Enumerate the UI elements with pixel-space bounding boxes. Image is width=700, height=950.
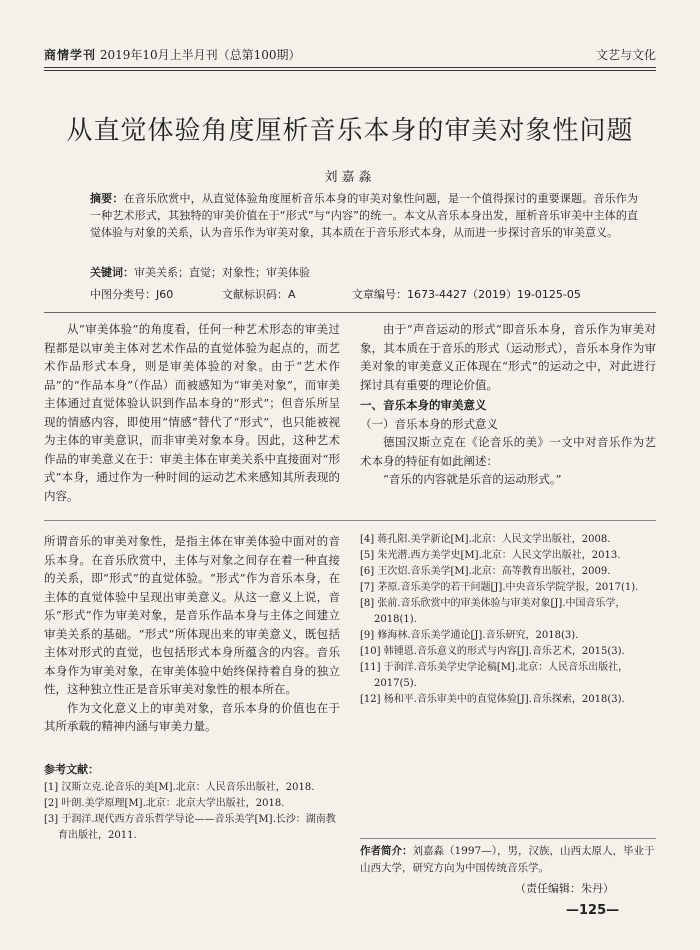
- reference-item: [6] 王次炤.音乐美学[M].北京：高等教育出版社，2009.: [360, 566, 611, 577]
- references-left: [44, 762, 340, 844]
- keywords-label: 关键词：: [90, 266, 134, 279]
- reference-item: [7] 茅原.音乐美学的若干问题[J].中央音乐学院学报，2017(1).: [360, 582, 639, 593]
- reference-item: [12] 杨和平.音乐审美中的直觉体验[J].音乐探索，2018(3).: [360, 694, 625, 705]
- keywords-text: 审美关系；直觉；对象性；审美体验: [134, 266, 310, 279]
- reference-item: [5] 朱光潜.西方美学史[M].北京：人民文学出版社，2013.: [360, 550, 621, 561]
- responsible-editor: （责任编辑：朱丹）: [515, 882, 614, 895]
- body-paragraph: “音乐的内容就是乐音的运动形式。”: [383, 472, 562, 486]
- running-header: [44, 44, 656, 66]
- reference-item: [8] 张前.音乐欣赏中的审美体验与审美对象[J].中国音乐学，2018(1).: [360, 598, 626, 625]
- section-name: 文艺与文化: [595, 48, 656, 62]
- bio-rule: [360, 838, 656, 839]
- header-journal-issue: [44, 46, 301, 63]
- article-title: 从直觉体验角度厘析音乐本身的审美对象性问题: [66, 116, 634, 146]
- references-right: [360, 532, 656, 708]
- keywords: [90, 264, 638, 280]
- body-paragraph: 所谓音乐的审美对象性，是指主体在审美体验中面对的音乐本身。在音乐欣赏中，主体与对象之间存在着一种直接的关系，即“形式”的直觉体验。“形式”作为音乐本身，在主体的直觉体验中呈现出审美意义。从这一意义上说，音乐“形式”作为审美对象，是音乐作品本身与主体之间建立审美关系的基础。“形式”所体现出来的审美意义，既包括主体对形式的直觉，也包括形式本身所蕴含的内容。音乐本身作为审美对象，在审美体验中始终保持着自身的独立性，这种独立性正是音乐审美对象性的根本所在。: [44, 534, 340, 696]
- page-number: —125—: [566, 903, 620, 918]
- body-paragraph: 作为文化意义上的审美对象，音乐本身的价值也在于其所承载的精神内涵与审美力量。: [44, 700, 340, 733]
- doc-code: 文献标识码：A: [222, 288, 296, 301]
- abstract-divider: [44, 312, 656, 313]
- body-right-upper: [360, 320, 656, 510]
- reference-item: [11] 于润洋.音乐美学史学论稿[M].北京：人民音乐出版社，2017(5).: [360, 662, 629, 689]
- bio-label: 作者简介：: [360, 845, 413, 857]
- abstract-text: 在音乐欣赏中，从直觉体验角度厘析音乐本身的审美对象性问题，是一个值得探讨的重要课题。音乐作为一种艺术形式，其独特的审美价值在于“形式”与“内容”的统一。本文从音乐本身出发，厘析音乐审美中主体的直觉体验与对象的关系，认为音乐作为审美对象，其本质在于音乐形式本身，从而进一步探讨音乐的审美意义。: [90, 192, 638, 239]
- header-rule: [44, 67, 656, 68]
- header-rule-thin: [44, 70, 656, 71]
- journal-name: 商情学刊: [44, 48, 97, 62]
- abstract: [90, 190, 638, 241]
- body-left-lower: [44, 532, 340, 757]
- body-paragraph: 由于“声音运动的形式”即音乐本身，音乐作为审美对象，其本质在于音乐的形式（运动形式），音乐本身作为审美对象的审美意义正体现在“形式”的运动之中，对此进行探讨具有重要的理论价值。: [360, 322, 656, 392]
- page-break-rule: [44, 520, 656, 521]
- section-heading: 一、音乐本身的审美意义: [360, 398, 487, 412]
- reference-item: [4] 蒋孔阳.美学新论[M].北京：人民文学出版社，2008.: [360, 534, 611, 545]
- subsection-heading: （一）音乐本身的形式意义: [360, 416, 498, 431]
- issue-info: 2019年10月上半月刊（总第100期）: [99, 48, 301, 62]
- clc-number: 中图分类号：J60: [90, 288, 174, 301]
- author-bio: [360, 843, 656, 877]
- article-author: 刘嘉淼: [324, 170, 376, 185]
- reference-item: [3] 于润洋.现代西方音乐哲学导论——音乐美学[M].长沙：湖南教育出版社，2011.: [44, 814, 336, 841]
- reference-item: [10] 韩锺恩.音乐意义的形式与内容[J].音乐艺术，2015(3).: [360, 646, 625, 657]
- reference-item: [9] 修海林.音乐美学通论[J].音乐研究，2018(3).: [360, 630, 579, 641]
- body-paragraph: 德国汉斯立克在《论音乐的美》一文中对音乐作为艺术本身的特征有如此阐述：: [360, 435, 656, 468]
- references-title: 参考文献：: [44, 763, 99, 776]
- reference-item: [2] 叶朗.美学原理[M].北京：北京大学出版社，2018.: [44, 798, 285, 809]
- bio-text: 刘嘉淼（1997—），男，汉族，山西太原人，毕业于山西大学，研究方向为中国传统音乐学。: [360, 845, 655, 874]
- reference-item: [1] 汉斯立克.论音乐的美[M].北京：人民音乐出版社，2018.: [44, 782, 315, 793]
- article-number: 文章编号：1673-4427（2019）19-0125-05: [352, 288, 581, 301]
- abstract-label: 摘要：: [90, 192, 124, 205]
- body-left-upper: [44, 320, 340, 510]
- body-paragraph: 从“审美体验”的角度看，任何一种艺术形态的审美过程都是以审美主体对艺术作品的直觉体验为起点的，而艺术作品形式本身，则是审美体验的对象。由于“艺术作品”的“作品本身”（作品）而被感知为“审美对象”，而审美主体通过直觉体验认识到作品本身的“形式”；但音乐所呈现的情感内容，即使用“情感”替代了“形式”，也只能被视为主体的审美意识，而非审美对象本身。因此，这种艺术作品的审美意义在于：审美主体在审美关系中直接面对“形式”本身，通过作为一种时间的运动艺术来感知其所表现的内容。: [44, 322, 340, 503]
